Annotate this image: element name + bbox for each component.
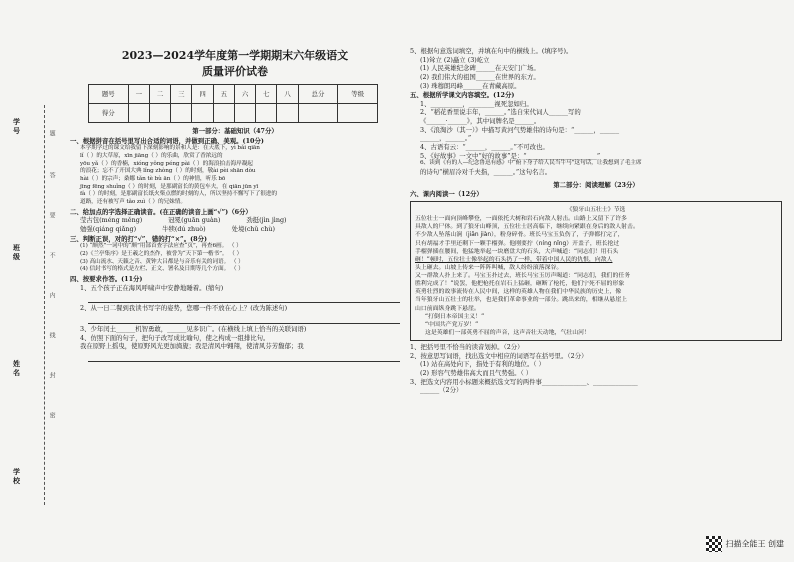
q3-heading: 三、判断正误，对的打“√”，错的打“×”。(8分): [70, 234, 208, 243]
class-label: 班级: [12, 244, 22, 262]
score-header-cell: 题号: [89, 84, 129, 103]
score-cell[interactable]: [192, 103, 213, 122]
q2-item[interactable]: 牛犊(dú zhuò): [162, 224, 206, 233]
passage-line: 头上砸去。山坡上传来一阵阵叫喊，敌人纷纷滚落深谷。: [415, 264, 563, 271]
score-cell[interactable]: [171, 103, 192, 122]
q1-line: jīng fēng shuǐng（ ）的时刻，是那副富长的黄包车夫，在 qiān jūn yī: [80, 183, 259, 190]
fill-item: 1、__________，________视死忽如归。: [420, 99, 533, 108]
score-cell[interactable]: [149, 103, 170, 122]
q5-item: (1) 人民英雄纪念碑______在天安门广场。: [420, 64, 540, 73]
q2-body: [70, 216, 400, 233]
title-line-1: 2023—2024学年度第一学期期末六年级语文: [121, 49, 349, 62]
seal-word: 内: [48, 292, 56, 298]
reading-question: (2) 形容气势雄伟高大而且气势强。（ ）: [420, 369, 533, 378]
reading-passage: [410, 201, 782, 341]
q5-item: (3) 珠穆朗玛峰______在青藏高原。: [420, 81, 521, 90]
score-row: [89, 103, 378, 122]
fill-item: 的诗句“横眉冷对千夫指，______。”这句名言。: [420, 168, 552, 177]
q4-heading: 四、按要求作答。(11分): [70, 274, 143, 283]
q5b-heading: 五、根据所学课文内容填空。(12分): [410, 91, 515, 100]
q2-item[interactable]: 莹古包(méng měng): [80, 216, 143, 225]
reading-question: (1) 站在高处向下，指处于有利的地位。（ ）: [420, 360, 545, 369]
seal-word: 不: [48, 252, 56, 258]
fill-item: 4、古语有云：“______，______。”不可改也。: [420, 143, 549, 152]
fill-item: ______，______。”: [420, 134, 472, 143]
q1-heading: 一、根据拼音在括号里写出合适的词语，并做到正确、美观。(10分): [70, 136, 264, 145]
reading-questions: [410, 343, 782, 395]
right-column: [410, 46, 782, 395]
q3-item: (3) 高山流水、天籁之音、黄钟大吕都是与音乐有关的词语。 （ ）: [80, 258, 244, 265]
reading-question: 3、把选文内容用小标题来概括选文写的两件事______________、______________: [410, 377, 638, 386]
passage-closing: 这是英雄们一部英勇不屈的声音，这声音壮天动地，气壮山河！: [425, 330, 590, 337]
passage-title: 《狼牙山五壮士》节选: [566, 206, 626, 213]
score-header-cell: 八: [277, 84, 298, 103]
passage-line: 不少敌人坠落山涧（jiān jiàn），粉身碎骨。班长马宝玉负伤了，子弹都打完了，: [415, 232, 624, 239]
q3-item: (1) “颇然”一词中的“颇”用部首查字法应查“页”，再查6画。 （ ）: [80, 243, 242, 250]
scanner-watermark: [706, 536, 784, 552]
q3-item: (4) 信封书写的格式是左栏、正文、署名及日期等几个方面。 （ ）: [80, 266, 244, 273]
binding-margin: [0, 0, 58, 562]
q2-heading: 二、给加点的字选择正确读音。(在正确的读音上画“√”)（6分）: [70, 207, 252, 216]
passage-line: 砸！”顿时，五位壮士像举起的石头扔了一样，带着中国人民的仇恨，向敌人: [415, 256, 613, 263]
q4-item: 3、少年闰土______机智勇敢，______见多识广。(在横线上填上恰当的关联词语): [80, 324, 307, 333]
q5b-body: [410, 100, 782, 177]
fill-item: 《______·______》，其中词牌名是______。: [420, 117, 541, 126]
name-label: 姓名: [12, 360, 22, 378]
q3-item: (2)《兰亭集序》是王羲之的杰作，被誉为“天下第一楷书”。 （ ）: [80, 250, 243, 257]
passage-line: 五位壮士一面向顶峰攀登，一面依托大树和岩石向敌人射击。山路上又留下了许多: [415, 216, 628, 223]
seal-word: 题: [48, 130, 56, 136]
q4-item: 我在原野上摇曳，使原野风光更加旖旎；我是清风中翱翔，使清风芬芳馥郁；我: [80, 342, 304, 351]
seal-word: 封: [48, 372, 56, 378]
seal-word: 密: [48, 412, 56, 418]
passage-line: 英勇壮烈的故事流传在人民中间，这样的英雄人物在我们中华民族的历史上，像: [415, 289, 622, 296]
answer-line[interactable]: [88, 294, 400, 303]
q2-item[interactable]: 劲挺(jìn jìng): [246, 216, 287, 225]
number-label: 学号: [12, 118, 22, 136]
score-row-label: 得分: [89, 103, 129, 122]
fill-item: 6、读到《有的人—纪念鲁迅有感》中“俯下身子给人民当牛马”这句话，让我想到了毛主席: [420, 160, 642, 167]
school-label: 学校: [12, 468, 22, 486]
q1-line: 道路，还有被写声 tǎo zuì（ ）的兄妹情。: [80, 198, 186, 205]
fill-item: 2、“稻花香里说丰年，______。”选自宋代词人______写的: [420, 108, 581, 117]
scanner-app-name: 扫描全能王 创建: [725, 539, 784, 549]
q5-options: (1)耸立 (2)矗立 (3)屹立: [420, 55, 490, 64]
title-line-2: 质量评价试卷: [202, 64, 268, 78]
reading-question: ______（2分）: [420, 386, 463, 395]
seal-line: [44, 105, 45, 505]
q5-item: (2) 我们伟大的祖国______在世界的东方。: [420, 72, 540, 81]
score-table: [88, 84, 378, 123]
q3-body: [70, 243, 400, 274]
q4-item: 4、仿照下面的句子，把句子改写成比喻句，使之构成一组排比句。: [80, 333, 270, 342]
q1-line: hài（ ）的宗声；桑娜 tǎn tè bù ān（ ）的神情，听乐 bō: [80, 175, 226, 182]
score-header-cell: 等级: [338, 84, 378, 103]
scanner-logo-icon: [706, 536, 722, 552]
score-header-cell: 三: [171, 84, 192, 103]
passage-line: 只有胡福才手里还剩下一颗手榴弹。他刚要拧（níng nǐng）开盖子，班长抢过: [415, 240, 620, 247]
passage-line: 手榴弹插在腰间，他猛地举起一块磨盘大的石头，大声喊道：“同志们！用石头: [415, 248, 619, 255]
passage-line: 山口前面纵身跳下悬崖。: [415, 305, 480, 312]
seal-word: 要: [48, 212, 56, 218]
part1-title: 第一部分：基础知识（47分）: [192, 126, 278, 135]
q1-body: [70, 145, 400, 207]
score-cell[interactable]: [128, 103, 149, 122]
score-cell[interactable]: [234, 103, 255, 122]
q1-line: yōu yǎ（ ）的香楠，xióng yǒng péng pài（ ）的海浪拍击海岸凝起: [80, 160, 253, 167]
q2-row: [80, 216, 400, 225]
q4-item: 1、五个孩子正在海风呼啸声中安静地睡着。(缩句): [80, 283, 224, 292]
score-cell[interactable]: [213, 103, 234, 122]
answer-line[interactable]: [88, 353, 400, 362]
q2-row: [80, 225, 400, 234]
q1-line: 本学期学过的课文给我留下深刻影响的景和人是：在天底下，yì bǎi qiān: [80, 145, 260, 152]
reading-question: 1、把括号里不恰当的读音划掉。（2分）: [410, 343, 524, 352]
reading-question: 2、按意思写词语，找出选文中相应的词语写在括号里。（2分）: [410, 351, 588, 360]
fill-item: 3、《浪淘沙（其一）》中描写黄河气势雄伟的诗句是：“______，______: [420, 125, 620, 134]
part2-title: 第二部分：阅读理解（23分）: [553, 180, 639, 189]
q5-body: [410, 56, 782, 91]
score-cell[interactable]: [256, 103, 277, 122]
passage-line: 胜利完成了！”说罢，他把枪托在岩石上猛砸，砸断了枪托，他们宁死不屈的形象: [415, 281, 625, 288]
score-header-cell: 四: [192, 84, 213, 103]
q2-item[interactable]: 冠冕(guān guàn): [168, 216, 221, 225]
score-header-cell: 一: [128, 84, 149, 103]
left-column: [70, 48, 400, 363]
answer-line[interactable]: [88, 315, 400, 324]
score-cell[interactable]: [298, 103, 338, 122]
seal-word: 线: [48, 332, 56, 338]
q2-item[interactable]: 处境(chǔ chù): [231, 224, 275, 233]
passage-line: 又一群敌人扑上来了。马宝玉扑过去，班长马宝玉厉声喝道：“同志们，我们的任务: [415, 273, 631, 280]
q5-heading: 5、根据句意选词填空，并填在句中的横线上。(填序号)。: [410, 47, 573, 55]
q1-line: fà（ ）的时刻，是那副富长纸火柴点燃的时刻的人，所以坚持不懈写下了很进的: [80, 191, 277, 198]
score-cell[interactable]: [338, 103, 378, 122]
score-header-cell: 二: [149, 84, 170, 103]
q1-line: 的浪花；忘不了开国大典 lǐng zhòng（ ）的时刻，敬ài pèi shān dòu: [80, 168, 256, 175]
score-header-cell: 六: [234, 84, 255, 103]
q4-item: 2、从一日二餐到我读书写字的姿势，您哪一件不放在心上？(改为陈述句): [80, 304, 288, 313]
score-header-cell: 总分: [298, 84, 338, 103]
q1-line: lǐ（ ）的大草原，xīn jiāng（ ）的乐曲，欣赏了香浓远的: [80, 152, 223, 159]
score-cell[interactable]: [277, 103, 298, 122]
fill-item: 5、《好故事》一文中“好的故事”是：“______________________”: [420, 151, 601, 160]
passage-shout: “打倒日本帝国主义！”: [425, 313, 485, 320]
q6-heading: 六、课内阅读一（12分）: [410, 190, 483, 199]
passage-line: 具敌人的尸体。到了狼牙山峰顶，五位壮士居高临下，继续向紧跟在身后的敌人射击。: [415, 224, 639, 231]
q4-body: [70, 284, 400, 362]
score-header-row: [89, 84, 378, 103]
exam-title: [70, 48, 400, 80]
score-header-cell: 七: [256, 84, 277, 103]
seal-word: 答: [48, 172, 56, 178]
score-header-cell: 五: [213, 84, 234, 103]
passage-shout: “中国共产党万岁！”: [425, 321, 479, 328]
passage-line: 当年狼牙山五壮士的壮举，也是我们革命事业的一部分。跳出来的，相继从悬崖上: [415, 297, 628, 304]
q2-item[interactable]: 勉强(qiáng qiǎng): [80, 224, 137, 233]
